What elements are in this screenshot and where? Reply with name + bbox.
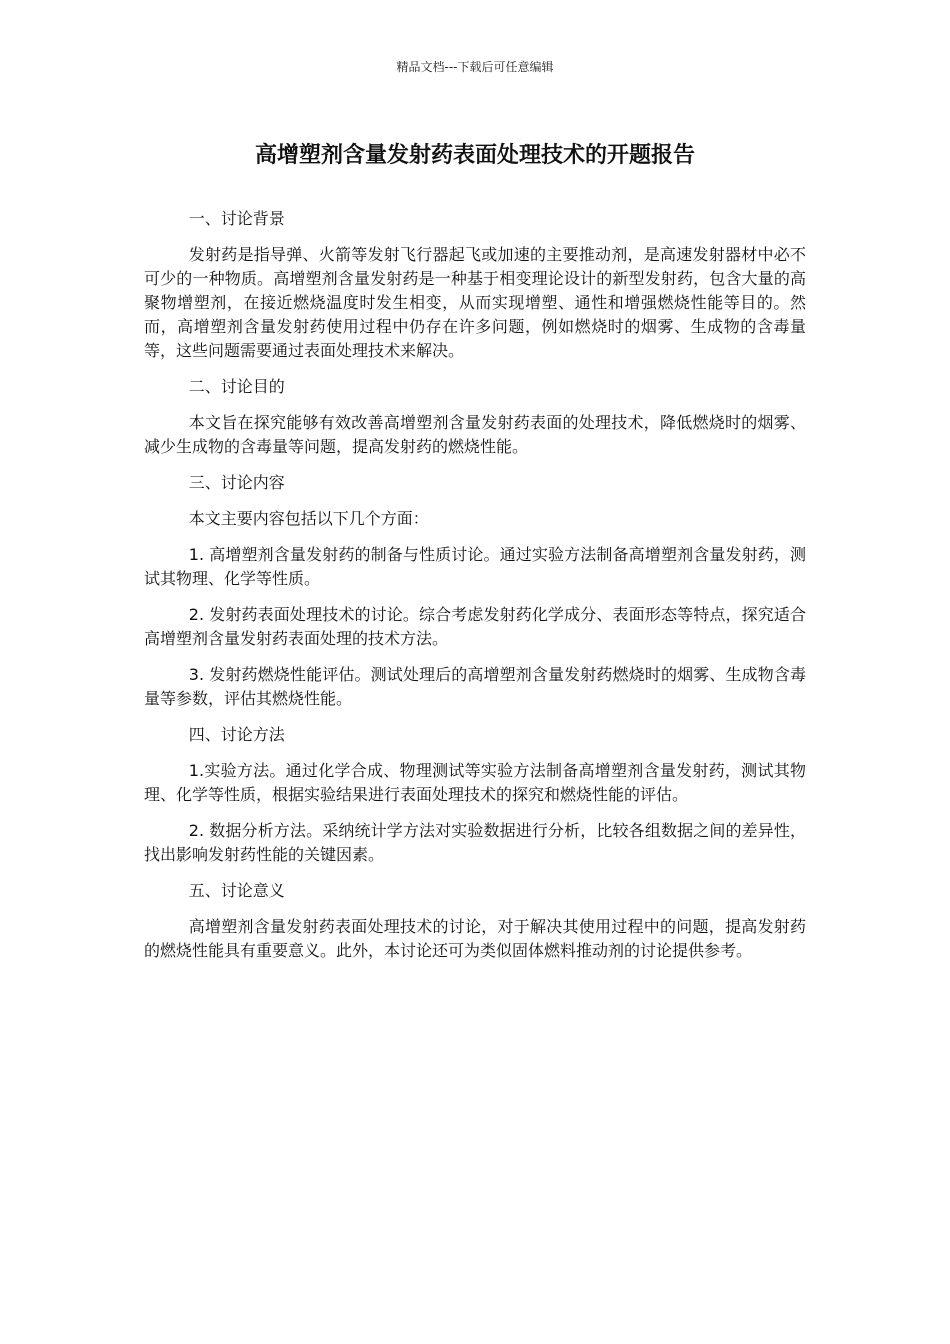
section-heading: 四、讨论方法 [188,725,285,744]
paragraph: 发射药是指导弹、火箭等发射飞行器起飞或加速的主要推动剂，是高速发射器材中必不可少的一种物质。高增塑剂含量发射药是一种基于相变理论设计的新型发射药，包含大量的高聚物增塑剂，在接近燃烧温度时发生相变，从而实现增塑、通性和增强燃烧性能等目的。然而，高增塑剂含量发射药使用过程中仍存在许多问题，例如燃烧时的烟雾、生成物的含毒量等，这些问题需要通过表面处理技术来解决。 [144,245,806,360]
paragraph: 本文主要内容包括以下几个方面： [188,509,429,528]
section-heading: 一、讨论背景 [188,209,285,228]
list-item: 2. 数据分析方法。采纳统计学方法对实验数据进行分析，比较各组数据之间的差异性，找出影响发射药性能的关键因素。 [144,821,806,864]
section-background [144,207,806,363]
section-heading: 二、讨论目的 [188,377,285,396]
list-item: 2. 发射药表面处理技术的讨论。综合考虑发射药化学成分、表面形态等特点，探究适合高增塑剂含量发射药表面处理的技术方法。 [144,605,806,648]
section-significance [144,879,806,963]
document-body [144,207,806,975]
section-heading: 五、讨论意义 [188,881,285,900]
section-content [144,471,806,711]
paragraph: 本文旨在探究能够有效改善高增塑剂含量发射药表面的处理技术，降低燃烧时的烟雾、减少生成物的含毒量等问题，提高发射药的燃烧性能。 [144,413,806,456]
header-note: 精品文档---下载后可任意编辑 [396,60,554,74]
section-methods [144,723,806,867]
list-item: 3. 发射药燃烧性能评估。测试处理后的高增塑剂含量发射药燃烧时的烟雾、生成物含毒量等参数，评估其燃烧性能。 [144,665,806,708]
section-heading: 三、讨论内容 [188,473,285,492]
paragraph: 高增塑剂含量发射药表面处理技术的讨论，对于解决其使用过程中的问题，提高发射药的燃烧性能具有重要意义。此外，本讨论还可为类似固体燃料推动剂的讨论提供参考。 [144,917,806,960]
document-title: 高增塑剂含量发射药表面处理技术的开题报告 [254,143,695,168]
list-item: 1. 高增塑剂含量发射药的制备与性质讨论。通过实验方法制备高增塑剂含量发射药，测试其物理、化学等性质。 [144,545,806,588]
section-purpose [144,375,806,459]
list-item: 1.实验方法。通过化学合成、物理测试等实验方法制备高增塑剂含量发射药，测试其物理、化学等性质，根据实验结果进行表面处理技术的探究和燃烧性能的评估。 [144,761,806,804]
